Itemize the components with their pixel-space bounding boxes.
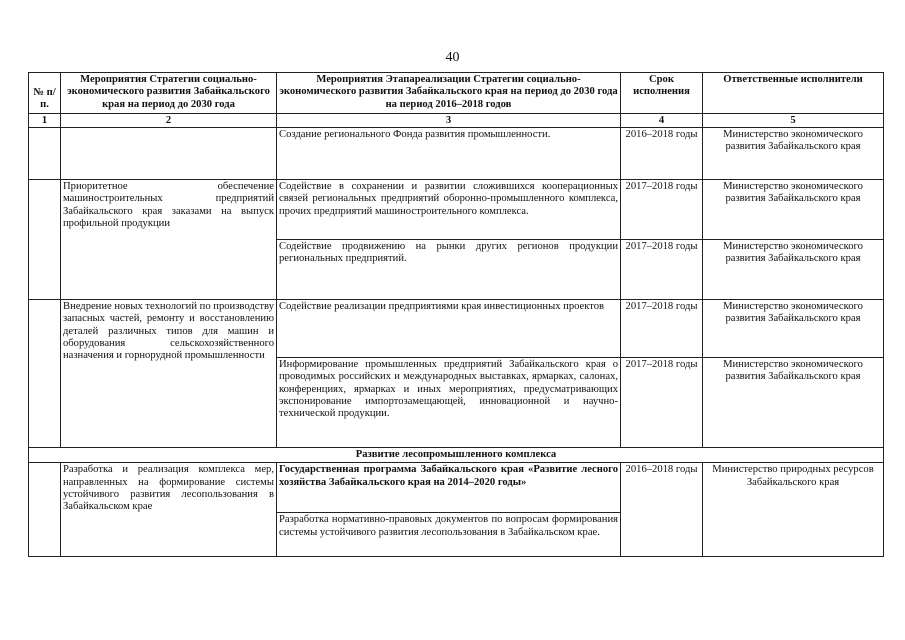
- cell-responsible: Министерство экономического развития Забайкальского края: [703, 357, 884, 447]
- header-stage: Мероприятия Этапареализации Стратегии социально-экономического развития Забайкальского края на период до 2030 года на период 2016–2018 годов: [277, 73, 621, 114]
- column-number: 2: [61, 113, 277, 127]
- column-number: 5: [703, 113, 884, 127]
- cell-responsible: Министерство природных ресурсов Забайкальского края: [703, 463, 884, 557]
- cell-term: 2017–2018 годы: [621, 357, 703, 447]
- cell-stage: Содействие в сохранении и развитии сложившихся кооперационных связей региональных предприятий оборонно-промышленного комплекса, прочих предприятий машиностроительного комплекса.: [277, 179, 621, 239]
- cell-num: [29, 299, 61, 447]
- cell-stage: Разработка нормативно-правовых документов по вопросам формирования системы устойчивого развития лесопользования в Забайкальском крае.: [277, 513, 621, 557]
- cell-program: Государственная программа Забайкальского края «Развитие лесного хозяйства Забайкальского края на 2014–2020 годы»: [277, 463, 621, 513]
- header-num: № п/п.: [29, 73, 61, 114]
- table-row: [29, 463, 884, 513]
- cell-strategy: Разработка и реализация комплекса мер, направленных на формирование системы устойчивого развития лесопользования в Забайкальском крае: [61, 463, 277, 557]
- header-term: Срок исполнения: [621, 73, 703, 114]
- section-title: Развитие лесопромышленного комплекса: [29, 447, 884, 462]
- column-number: 3: [277, 113, 621, 127]
- cell-num: [29, 127, 61, 179]
- cell-responsible: Министерство экономического развития Забайкальского края: [703, 179, 884, 239]
- cell-stage: Содействие реализации предприятиями края инвестиционных проектов: [277, 299, 621, 357]
- cell-responsible: Министерство экономического развития Забайкальского края: [703, 239, 884, 299]
- cell-strategy: Внедрение новых технологий по производству запасных частей, ремонту и восстановлению деталей различных типов для машин и оборудования сельскохозяйственного назначения и горнорудной промышленности: [61, 299, 277, 447]
- cell-stage: Информирование промышленных предприятий Забайкальского края о проводимых российских и международных выставках, ярмарках, салонах, конференциях, ярмарках и иных мероприятиях, предусматривающих экспонирование импортозамещающей, инновационной и научно-технической продукции.: [277, 357, 621, 447]
- cell-stage: Содействие продвижению на рынки других регионов продукции региональных предприятий.: [277, 239, 621, 299]
- cell-responsible: Министерство экономического развития Забайкальского края: [703, 299, 884, 357]
- table-row: [29, 127, 884, 179]
- cell-term: 2017–2018 годы: [621, 239, 703, 299]
- table-row: [29, 299, 884, 357]
- page-number: 40: [445, 50, 460, 65]
- cell-term: 2017–2018 годы: [621, 179, 703, 239]
- column-number-row: [29, 113, 884, 127]
- cell-term: 2016–2018 годы: [621, 127, 703, 179]
- strategy-table: [28, 72, 884, 557]
- header-strategy: Мероприятия Стратегии социально-экономического развития Забайкальского края на период до 2030 года: [61, 73, 277, 114]
- column-number: 1: [29, 113, 61, 127]
- cell-strategy: Приоритетное обеспечение машиностроительных предприятий Забайкальского края заказами на выпуск профильной продукции: [61, 179, 277, 299]
- header-responsible: Ответственные исполнители: [703, 73, 884, 114]
- cell-strategy: [61, 127, 277, 179]
- column-number: 4: [621, 113, 703, 127]
- cell-responsible: Министерство экономического развития Забайкальского края: [703, 127, 884, 179]
- table-row: [29, 179, 884, 239]
- cell-term: 2017–2018 годы: [621, 299, 703, 357]
- header-row: [29, 73, 884, 114]
- cell-stage: Создание регионального Фонда развития промышленности.: [277, 127, 621, 179]
- cell-num: [29, 179, 61, 299]
- section-row: [29, 447, 884, 462]
- cell-term: 2016–2018 годы: [621, 463, 703, 557]
- cell-num: [29, 463, 61, 557]
